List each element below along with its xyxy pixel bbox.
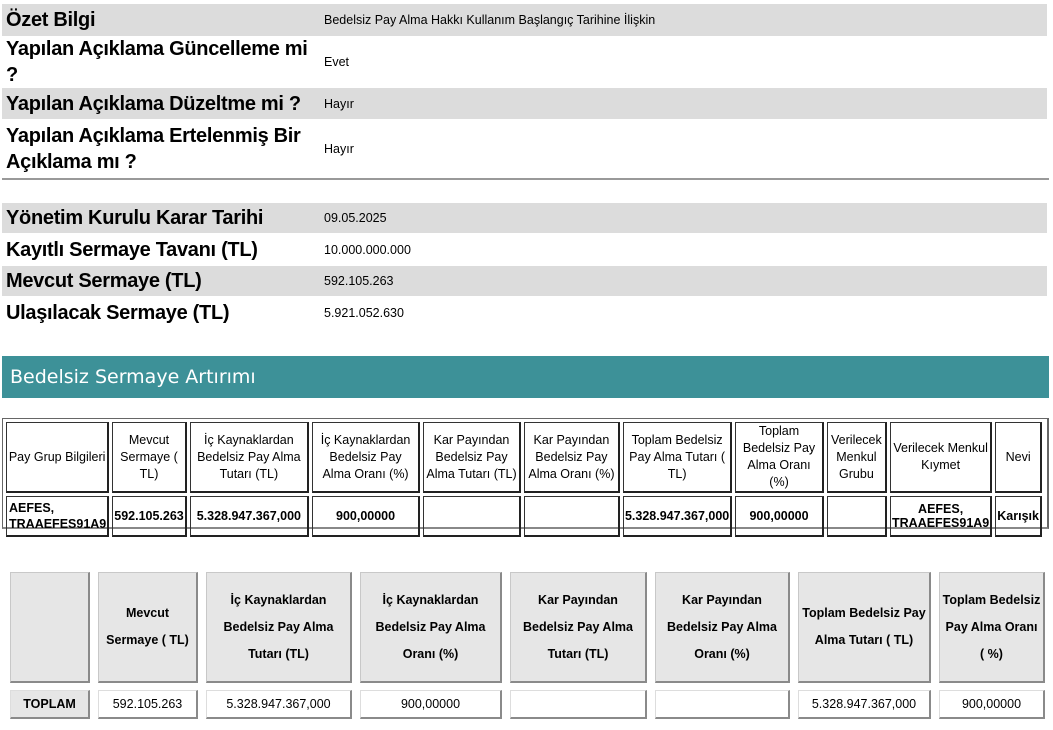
capital-label: Ulaşılacak Sermaye (TL): [6, 301, 230, 324]
capital-label: Mevcut Sermaye (TL): [2, 266, 318, 296]
column-header: Toplam Bedelsiz Pay Alma Oranı (%): [735, 422, 824, 493]
section-title: Bedelsiz Sermaye Artırımı: [2, 356, 1049, 398]
capital-value: 10.000.000.000: [324, 242, 411, 257]
column-header: Toplam Bedelsiz Pay Alma Tutarı ( TL): [798, 572, 931, 683]
summary-row: [2, 4, 1047, 36]
table-cell: [423, 496, 521, 537]
capital-row: [2, 266, 1047, 296]
capital-value: 5.921.052.630: [324, 305, 404, 320]
column-header: Nevi: [995, 422, 1042, 493]
capital-value: 09.05.2025: [318, 203, 1047, 233]
summary-row: [2, 119, 1047, 179]
table-cell: 5.328.947.367,000: [190, 496, 309, 537]
summary-label: Yapılan Açıklama Düzeltme mi ?: [2, 88, 318, 119]
column-header: Kar Payından Bedelsiz Pay Alma Oranı (%): [524, 422, 620, 493]
capital-row: [2, 203, 1047, 233]
capital-label: Kayıtlı Sermaye Tavanı (TL): [6, 238, 258, 261]
table-cell: 900,00000: [939, 690, 1045, 719]
capital-table: [2, 203, 1047, 329]
table-cell: AEFES, TRAAEFES91A9: [6, 496, 109, 537]
table-cell: 900,00000: [735, 496, 824, 537]
table-cell: 592.105.263: [98, 690, 198, 719]
column-header: [10, 572, 90, 683]
table-cell: 900,00000: [312, 496, 420, 537]
column-header: Toplam Bedelsiz Pay Alma Tutarı ( TL): [623, 422, 732, 493]
summary-table: [2, 4, 1047, 179]
capital-value: 592.105.263: [318, 266, 1047, 296]
summary-label: Özet Bilgi: [2, 4, 318, 36]
table-cell: Karışık: [995, 496, 1042, 537]
capital-label: Yönetim Kurulu Karar Tarihi: [2, 203, 318, 233]
capital-row: [2, 296, 1047, 329]
table-header-row: [10, 572, 1045, 683]
total-label: TOPLAM: [10, 690, 90, 719]
column-header: Mevcut Sermaye ( TL): [112, 422, 187, 493]
column-header: Kar Payından Bedelsiz Pay Alma Tutarı (TL): [510, 572, 647, 683]
totals-row: [10, 690, 1045, 719]
column-header: İç Kaynaklardan Bedelsiz Pay Alma Tutarı (TL): [206, 572, 352, 683]
column-header: Pay Grup Bilgileri: [6, 422, 109, 493]
table-cell: 5.328.947.367,000: [206, 690, 352, 719]
column-header: İç Kaynaklardan Bedelsiz Pay Alma Oranı (%): [360, 572, 502, 683]
table-row: [6, 496, 1042, 537]
summary-value: Evet: [324, 55, 350, 69]
column-header: İç Kaynaklardan Bedelsiz Pay Alma Tutarı (TL): [190, 422, 309, 493]
summary-label: Yapılan Açıklama Ertelenmiş Bir Açıklama mı ?: [6, 125, 301, 173]
table-cell: 900,00000: [360, 690, 502, 719]
table-cell: [655, 690, 790, 719]
totals-table: [2, 572, 1053, 719]
table-cell: [827, 496, 887, 537]
table-cell: 592.105.263: [112, 496, 187, 537]
table-cell: 5.328.947.367,000: [798, 690, 931, 719]
summary-value: Hayır: [318, 88, 1047, 119]
table-header-row: [6, 422, 1042, 493]
summary-row: [2, 88, 1047, 119]
summary-row: [2, 36, 1047, 88]
column-header: Kar Payından Bedelsiz Pay Alma Tutarı (TL): [423, 422, 521, 493]
capital-row: [2, 233, 1047, 266]
column-header: Kar Payından Bedelsiz Pay Alma Oranı (%): [655, 572, 790, 683]
summary-label: Yapılan Açıklama Güncelleme mi ?: [6, 38, 308, 86]
summary-value: Hayır: [324, 142, 354, 156]
column-header: Verilecek Menkul Kıymet: [890, 422, 992, 493]
column-header: Toplam Bedelsiz Pay Alma Oranı ( %): [939, 572, 1045, 683]
column-header: Verilecek Menkul Grubu: [827, 422, 887, 493]
share-group-table-wrapper: [2, 418, 1049, 529]
table-cell: [510, 690, 647, 719]
table-cell: AEFES, TRAAEFES91A9: [890, 496, 992, 537]
divider: [2, 178, 1049, 180]
column-header: İç Kaynaklardan Bedelsiz Pay Alma Oranı (%): [312, 422, 420, 493]
share-group-table: [3, 419, 1045, 540]
table-cell: 5.328.947.367,000: [623, 496, 732, 537]
table-cell: [524, 496, 620, 537]
summary-value: Bedelsiz Pay Alma Hakkı Kullanım Başlangıç Tarihine İlişkin: [318, 4, 1047, 36]
column-header: Mevcut Sermaye ( TL): [98, 572, 198, 683]
